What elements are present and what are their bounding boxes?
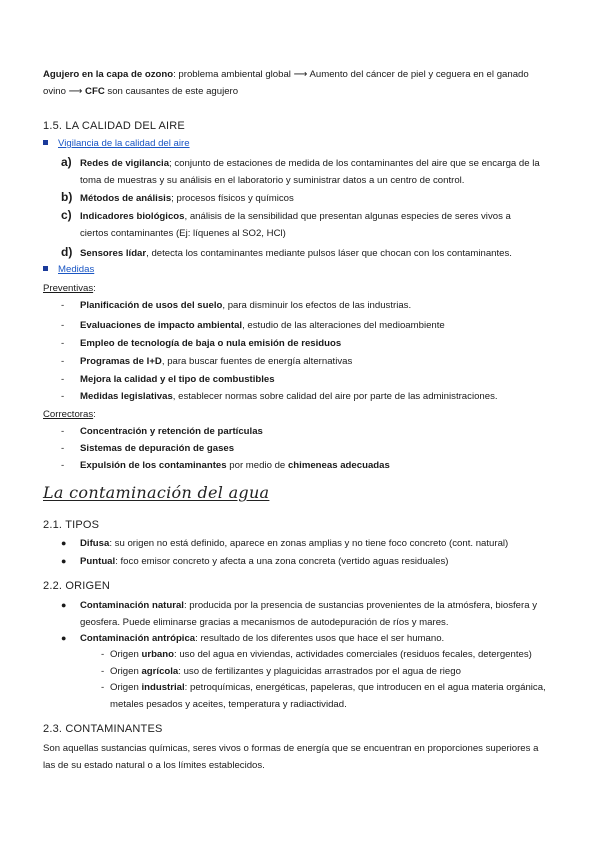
item-text: , detecta los contaminantes mediante pulsos láser que chocan con los contaminantes. — [146, 248, 512, 259]
title-contaminacion-agua: La contaminación del agua — [43, 483, 270, 502]
item-text: : su origen no está definido, aparece en zonas amplias y no tiene foco concreto (cont. natural) — [109, 538, 509, 549]
item-text: , para buscar fuentes de energía alternativas — [161, 356, 353, 367]
item-term: Planificación de usos del suelo — [80, 300, 223, 311]
dash-marker: - — [101, 666, 105, 677]
bullet-icon: ● — [61, 538, 67, 548]
origen-item — [61, 630, 551, 647]
dash-marker: - — [61, 374, 65, 385]
preventiva-item — [61, 317, 541, 334]
intro-text-end: son causantes de este agujero — [104, 86, 239, 97]
item-term: Evaluaciones de impacto ambiental — [80, 320, 243, 331]
origen-sub-item — [101, 663, 551, 680]
intro-text: : problema ambiental global ⟶ Aumento del cáncer de piel y ceguera en el ganado ovino ⟶ — [43, 69, 529, 97]
contaminantes-paragraph: Son aquellas sustancias químicas, seres vivos o formas de energía que se encuentran en proporciones superiores a las de su estado natural o a los límites establecidos. — [43, 743, 539, 771]
preventiva-item — [61, 353, 541, 370]
tipo-item — [61, 535, 551, 552]
list-marker: b) — [61, 190, 73, 204]
item-text: , estudio de las alteraciones del medioambiente — [242, 320, 445, 331]
preventiva-item — [61, 388, 541, 405]
correctoras-colon: : — [93, 409, 96, 420]
dash-marker: - — [61, 300, 65, 311]
correctoras-label: Correctoras — [43, 409, 94, 420]
preventivas-label: Preventivas — [43, 283, 94, 294]
dash-marker: - — [61, 460, 65, 471]
item-term: Difusa — [80, 538, 110, 549]
origen-item — [61, 597, 551, 631]
item-prefix: Origen — [110, 682, 142, 693]
item-term: Contaminación natural — [80, 600, 184, 611]
item-text: : petroquímicas, energéticas, papeleras, que introducen en el agua materia orgánica, metales pesados y aceites, temperatura y radiactividad. — [110, 682, 546, 710]
item-text: : uso de fertilizantes y plaguicidas arrastrados por el agua de riego — [178, 666, 461, 677]
list-marker: c) — [61, 208, 72, 222]
item-term-2: chimeneas adecuadas — [287, 460, 390, 471]
item-term: agrícola — [141, 666, 179, 677]
item-term: Sensores lídar — [80, 248, 147, 259]
origen-sub-item — [101, 646, 551, 663]
item-term: Contaminación antrópica — [80, 633, 196, 644]
preventiva-item — [61, 297, 541, 314]
square-bullet-icon — [43, 140, 48, 145]
item-term: Sistemas de depuración de gases — [80, 443, 235, 454]
dash-marker: - — [61, 356, 65, 367]
dash-marker: - — [61, 320, 65, 331]
origen-sub-item — [101, 679, 551, 713]
dash-marker: - — [61, 338, 65, 349]
item-term: Empleo de tecnología de baja o nula emisión de residuos — [80, 338, 342, 349]
item-term: Programas de I+D — [80, 356, 162, 367]
medidas-link[interactable]: Medidas — [58, 264, 95, 275]
bullet-icon: ● — [61, 633, 67, 643]
item-term: Mejora la calidad y el tipo de combustibles — [80, 374, 275, 385]
vigilancia-d — [61, 245, 541, 262]
item-text: , análisis de la sensibilidad que presentan algunas especies de seres vivos a ciertos contaminantes (Ej: líquenes al SO2, HCl) — [80, 211, 511, 239]
heading-origen: 2.2. ORIGEN — [43, 580, 110, 592]
item-term: Expulsión de los contaminantes — [80, 460, 227, 471]
item-prefix: Origen — [110, 666, 142, 677]
heading-tipos: 2.1. TIPOS — [43, 519, 100, 531]
item-term: Indicadores biológicos — [80, 211, 185, 222]
item-text: : producida por la presencia de sustancias provenientes de la atmósfera, biosfera y geosfera. Puede eliminarse gracias a mecanismos de autodepuración de ríos y mares. — [80, 600, 537, 628]
dash-marker: - — [61, 443, 65, 454]
heading-contaminantes: 2.3. CONTAMINANTES — [43, 723, 163, 735]
bullet-icon: ● — [61, 556, 67, 566]
item-prefix: Origen — [110, 649, 142, 660]
vigilancia-b — [61, 190, 541, 207]
vigilancia-item — [43, 138, 190, 149]
item-text: : foco emisor concreto y afecta a una zona concreta (vertido aguas residuales) — [115, 556, 449, 567]
item-text: , establecer normas sobre calidad del aire por parte de las administraciones. — [172, 391, 498, 402]
item-text: : resultado de los diferentes usos que hace el ser humano. — [195, 633, 445, 644]
list-marker: a) — [61, 155, 72, 169]
vigilancia-a — [61, 155, 541, 189]
item-term: Concentración y retención de partículas — [80, 426, 263, 437]
item-term: urbano — [141, 649, 174, 660]
item-text: por medio de — [226, 460, 288, 471]
preventiva-item — [61, 371, 541, 388]
preventiva-item — [61, 335, 541, 352]
bullet-icon: ● — [61, 600, 67, 610]
correctora-item — [61, 457, 541, 474]
item-term: Redes de vigilancia — [80, 158, 170, 169]
dash-marker: - — [101, 682, 105, 693]
list-marker: d) — [61, 245, 73, 259]
intro-paragraph — [43, 66, 543, 100]
tipo-item — [61, 553, 551, 570]
item-text: ; conjunto de estaciones de medida de los contaminantes del aire que se encarga de la toma de muestras y su análisis en el laboratorio y suministrar datos a un centro de control. — [80, 158, 540, 186]
item-text: : uso del agua en viviendas, actividades comerciales (residuos fecales, detergentes) — [173, 649, 532, 660]
item-text: , para disminuir los efectos de las industrias. — [222, 300, 412, 311]
vigilancia-c — [61, 208, 541, 242]
dash-marker: - — [61, 426, 65, 437]
square-bullet-icon — [43, 266, 48, 271]
intro-term: Agujero en la capa de ozono — [43, 69, 174, 80]
intro-term-cfc: CFC — [85, 86, 105, 97]
dash-marker: - — [61, 391, 65, 402]
dash-marker: - — [101, 649, 105, 660]
preventivas-colon: : — [93, 283, 96, 294]
correctora-item — [61, 423, 541, 440]
correctoras-heading — [43, 406, 96, 423]
preventivas-heading — [43, 280, 96, 297]
correctora-item — [61, 440, 541, 457]
medidas-item — [43, 264, 94, 275]
item-term: Puntual — [80, 556, 116, 567]
item-term: Métodos de análisis — [80, 193, 172, 204]
vigilancia-link[interactable]: Vigilancia de la calidad del aire — [58, 138, 190, 149]
heading-calidad-aire: 1.5. LA CALIDAD DEL AIRE — [43, 120, 185, 132]
item-term: industrial — [141, 682, 185, 693]
item-term: Medidas legislativas — [80, 391, 173, 402]
item-text: ; procesos físicos y químicos — [171, 193, 294, 204]
